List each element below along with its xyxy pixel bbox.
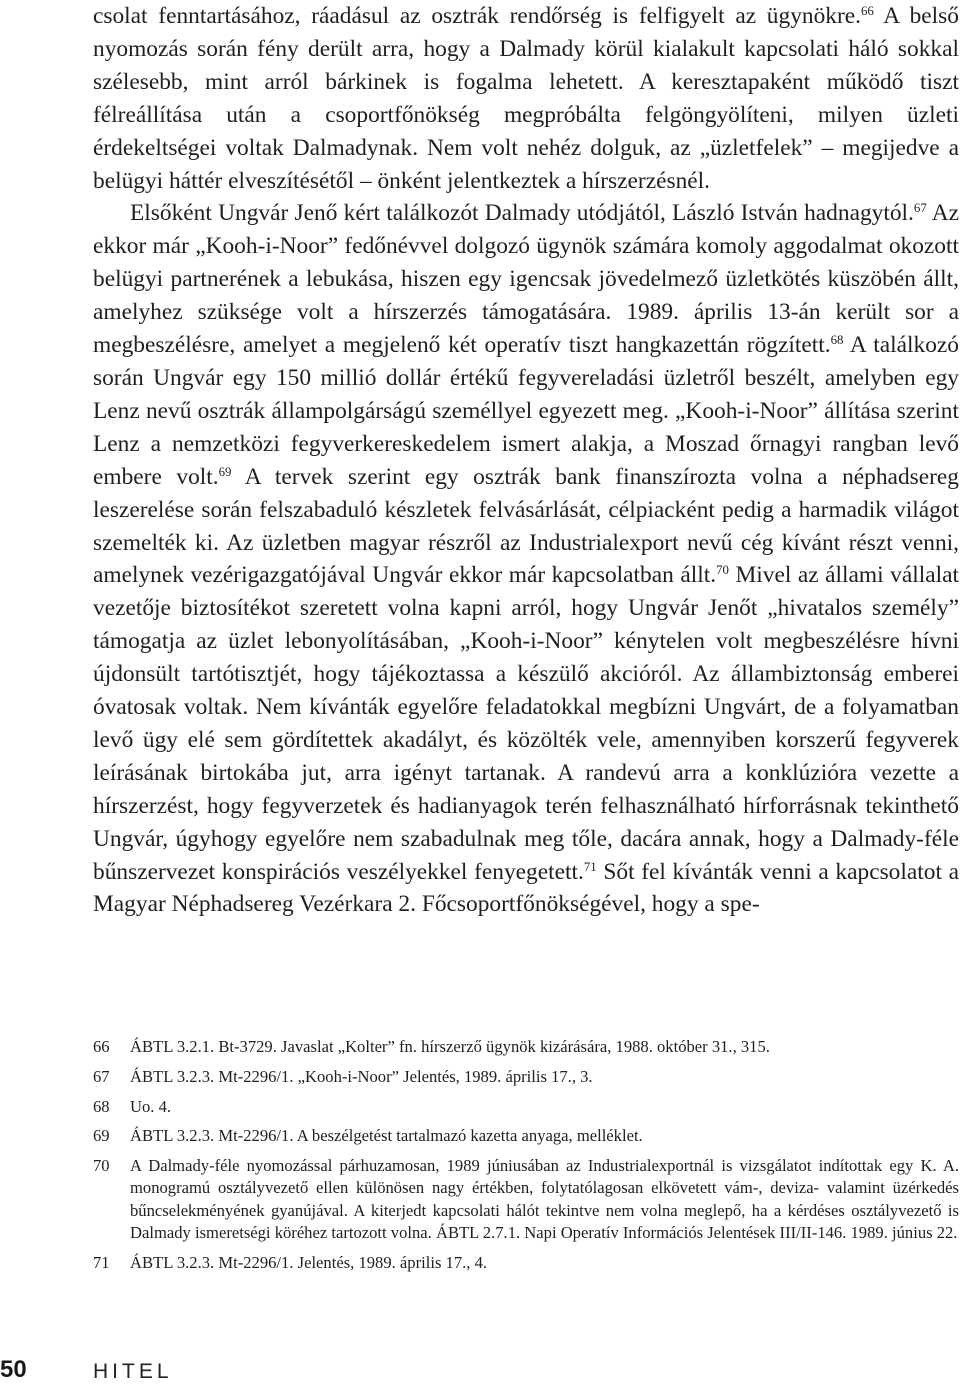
paragraph-text: A belső nyomozás során fény derült arra, hogy a Dalmady körül kialakult kapcsolati háló sokkal szélesebb, mint arról bárkinek is fogalma lehetett. A keresztapaként működő tiszt félreállítása után a csoportfőnökség megpróbálta felgöngyölíteni, milyen üzleti érdekeltségei voltak Dalmadynak. Nem volt nehéz dolguk, az „üzletfelek” – megijedve a belügyi háttér elveszítésétől – önként jelentkeztek a hírszerzésnél. [93,3,959,194]
footnote [93,1155,959,1244]
footnote-number: 70 [93,1156,110,1176]
footnote-ref[interactable]: 70 [716,563,729,578]
footnotes [93,1036,959,1281]
footnote [93,1066,959,1088]
footnote-text: ÁBTL 3.2.3. Mt-2296/1. „Kooh-i-Noor” Jelentés, 1989. április 17., 3. [130,1066,593,1086]
footnote-text: A Dalmady-féle nyomozással párhuzamosan, 1989 júniusában az Industrialexportnál is vizsgálatot indítottak egy K. A. monogramú osztályvezető ellen különösen nagy értékben, folytatólagosan elkövetett vám-, deviza- valamint üzérkedés bűncselekményének gyanújával. A kiterjedt kapcsolati hálót tekintve nem volna meglepő, ha a kérdéses osztályvezető is Dalmady ismeretségi köréhez tartozott volna. ÁBTL 2.7.1. Napi Operatív Információs Jelentések III/II-146. 1989. június 22. [130,1156,959,1242]
paragraph-text: Elsőként Ungvár Jenő kért találkozót Dalmady utódjától, László István hadnagytól. [130,200,914,227]
paragraph-text: Sőt fel kívánták venni a kapcsolatot a Magyar Néphadsereg Vezérkara 2. Főcsoportfőnökségével, hogy a spe- [93,858,959,918]
footnote-text: ÁBTL 3.2.3. Mt-2296/1. Jelentés, 1989. április 17., 4. [130,1252,488,1272]
footnote-number: 66 [93,1037,110,1056]
footnote-number: 69 [93,1126,110,1146]
paragraph-text: Mivel az állami vállalat vezetője biztosítékot szeretett volna kapni arról, hogy Ungvár Jenőt „hivatalos személy” támogatja az üzlet lebonyolításában, „Kooh-i-Noor” kénytelen volt megbeszélésre hívni újdonsült tartótisztjét, hogy tájékoztassa a készülő akcióról. Az állambiztonság emberei óvatosak voltak. Nem kívánták egyelőre feladatokkal megbízni Ungvárt, de a folyamatban levő ügy elé sem gördítettek akadályt, és közölték vele, amennyiben korszerű fegyverek leírásának birtokába jut, arra igényt tartanak. A randevú arra a konklúzióra vezette a hírszerzést, hogy fegyverzetek és hadianyagok terén felhasználható hírforrásnak tekinthető Ungvár, úgyhogy egyelőre nem szabadulnak meg tőle, dacára annak, hogy a Dalmady-féle bűnszervezet konspirációs veszélyekkel fenyegetett. [93,562,959,885]
paragraph-text: A találkozó során Ungvár egy 150 millió dollár értékű fegyvereladási üzletről beszélt, amelyben egy Lenz nevű osztrák állampolgárságú személlyel egyezett meg. „Kooh-i-Noor” állítása szerint Lenz a nemzetközi fegyverkereskedelem ismert alakja, a Moszad őrnagyi rangban levő embere volt. [93,332,959,490]
footnote-ref[interactable]: 68 [830,333,844,348]
paragraph [93,197,959,921]
paragraph [93,0,959,197]
footnote [93,1125,959,1147]
footnote-ref[interactable]: 69 [218,464,232,479]
footnote [93,1036,959,1058]
paragraph-text: A tervek szerint egy osztrák bank finanszírozta volna a néphadsereg leszerelése során felszabaduló készletek felvásárlását, célpiacként pedig a harmadik világot szemelték ki. Az üzletben magyar részről az Industrialexport nevű cég kívánt részt venni, amelynek vezérigazgatójával Ungvár ekkor már kapcsolatban állt. [93,463,959,589]
footnote-text: ÁBTL 3.2.3. Mt-2296/1. A beszélgetést tartalmazó kazetta anyaga, melléklet. [130,1126,643,1146]
paragraph-text: csolat fenntartásához, ráadásul az osztrák rendőrség is felfigyelt az ügynökre. [93,3,861,29]
footnote-number: 68 [93,1096,110,1116]
footnote-ref[interactable]: 66 [861,4,874,19]
footnote [93,1252,959,1274]
page-number: 50 [0,1356,27,1383]
journal-title: HITEL [93,1360,173,1383]
footnote [93,1096,959,1118]
footnote-number: 71 [93,1252,110,1272]
footnote-text: Uo. 4. [130,1096,172,1116]
body-text [93,0,959,921]
footnote-ref[interactable]: 67 [913,201,927,216]
footnote-number: 67 [93,1066,110,1086]
footnote-ref[interactable]: 71 [583,859,597,874]
paragraph-text: Az ekkor már „Kooh-i-Noor” fedőnévvel dolgozó ügynök számára komoly aggodalmat okozott belügyi partnerének a lebukása, hiszen egy igencsak jövedelmező üzletkötés küszöbén állt, amelyhez szüksége volt a hírszerzés támogatására. 1989. április 13-án került sor a megbeszélésre, amelyet a megjelenő két operatív tiszt hangkazettán rögzített. [93,200,959,359]
footnote-text: ÁBTL 3.2.1. Bt-3729. Javaslat „Kolter” fn. hírszerző ügynök kizárására, 1988. október 31., 315. [130,1037,770,1056]
